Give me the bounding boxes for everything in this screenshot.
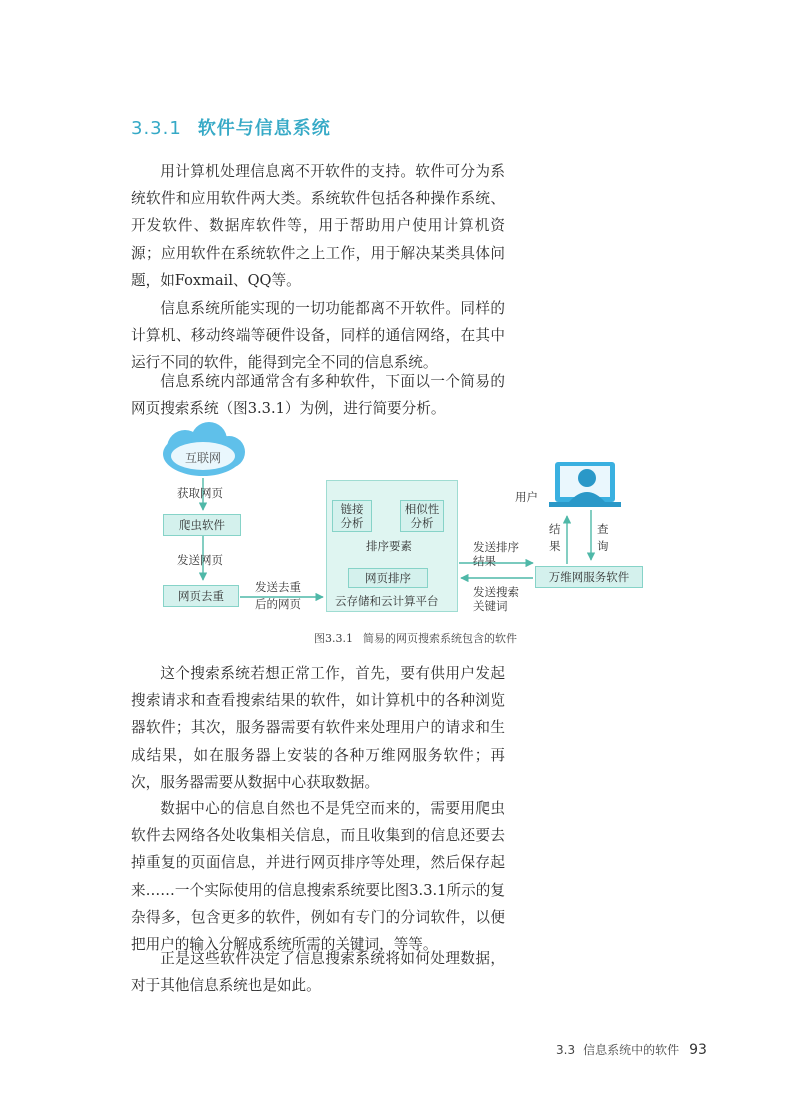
link-analysis-line1: 链接 <box>340 502 364 516</box>
web-server-box: 万维网服务软件 <box>535 566 643 588</box>
query-label-char1: 查 <box>597 522 609 536</box>
send-result-label-2: 结果 <box>473 554 496 568</box>
result-label-char1: 结 <box>549 522 561 536</box>
figure-caption-text: 简易的网页搜索系统包含的软件 <box>363 632 517 645</box>
platform-label: 云存储和云计算平台 <box>335 594 439 608</box>
relevance-analysis-line1: 相似性 <box>404 502 440 516</box>
send-pages-label: 发送网页 <box>177 553 223 567</box>
search-system-diagram <box>155 420 655 635</box>
link-analysis-line2: 分析 <box>340 516 364 530</box>
page-number: 93 <box>689 1042 707 1058</box>
result-label-char2: 果 <box>549 539 561 553</box>
section-number: 3.3.1 <box>131 118 182 139</box>
relevance-analysis-box <box>400 500 444 532</box>
dedup-output-label-2: 后的网页 <box>255 597 301 611</box>
footer-section-title: 信息系统中的软件 <box>583 1043 680 1057</box>
paragraph-conclusion: 正是这些软件决定了信息搜索系统将如何处理数据，对于其他信息系统也是如此。 <box>131 950 505 995</box>
page-rank-box: 网页排序 <box>348 568 428 588</box>
query-label-char2: 询 <box>597 539 609 553</box>
dedup-output-label-1: 发送去重 <box>255 580 301 594</box>
link-analysis-box <box>332 500 372 532</box>
dedup-box: 网页去重 <box>163 585 239 607</box>
fetch-label: 获取网页 <box>177 486 223 500</box>
paragraph-software-types: 用计算机处理信息离不开软件的支持。软件可分为系统软件和应用软件两大类。系统软件包括各种操作系统、开发软件、数据库软件等，用于帮助用户使用计算机资源；应用软件在系统软件之上工作，用于解决某类具体问题，如Foxmail、QQ等。 <box>131 163 505 289</box>
paragraph-data-center: 数据中心的信息自然也不是凭空而来的，需要用爬虫软件去网络各处收集相关信息，而且收集到的信息还要去掉重复的页面信息，并进行网页排序等处理，然后保存起来……一个实际使用的信息搜索系统要比图3.3.1所示的复杂得多，包含更多的软件，例如有专门的分词软件，以便把用户的输入分解成系统所需的关键词，等等。 <box>131 800 505 954</box>
figure-caption <box>314 630 517 646</box>
send-result-label-1: 发送排序 <box>473 540 519 554</box>
sort-factor-label: 排序要素 <box>366 539 412 553</box>
send-keyword-label-2: 关键词 <box>473 599 508 613</box>
paragraph-system-functions: 信息系统所能实现的一切功能都离不开软件。同样的计算机、移动终端等硬件设备，同样的通信网络，在其中运行不同的软件，能得到完全不同的信息系统。 <box>131 300 505 372</box>
figure-number: 图3.3.1 <box>314 632 353 645</box>
crawler-box: 爬虫软件 <box>163 514 241 536</box>
paragraph-search-example: 信息系统内部通常含有多种软件，下面以一个简易的网页搜索系统（图3.3.1）为例，进行简要分析。 <box>131 373 505 418</box>
footer-section-number: 3.3 <box>556 1043 576 1057</box>
internet-label: 互联网 <box>185 451 222 465</box>
paragraph-search-requirements: 这个搜索系统若想正常工作，首先，要有供用户发起搜索请求和查看搜索结果的软件，如计算机中的各种浏览器软件；其次，服务器需要有软件来处理用户的请求和生成结果，如在服务器上安装的各种万维网服务软件；再次，服务器需要从数据中心获取数据。 <box>131 665 505 791</box>
section-title-text: 软件与信息系统 <box>197 118 331 139</box>
send-keyword-label-1: 发送搜索 <box>473 585 519 599</box>
page-footer <box>556 1041 707 1058</box>
user-computer-icon <box>549 462 621 507</box>
user-label: 用户 <box>515 490 538 504</box>
relevance-analysis-line2: 分析 <box>410 516 434 530</box>
section-heading <box>131 114 331 140</box>
